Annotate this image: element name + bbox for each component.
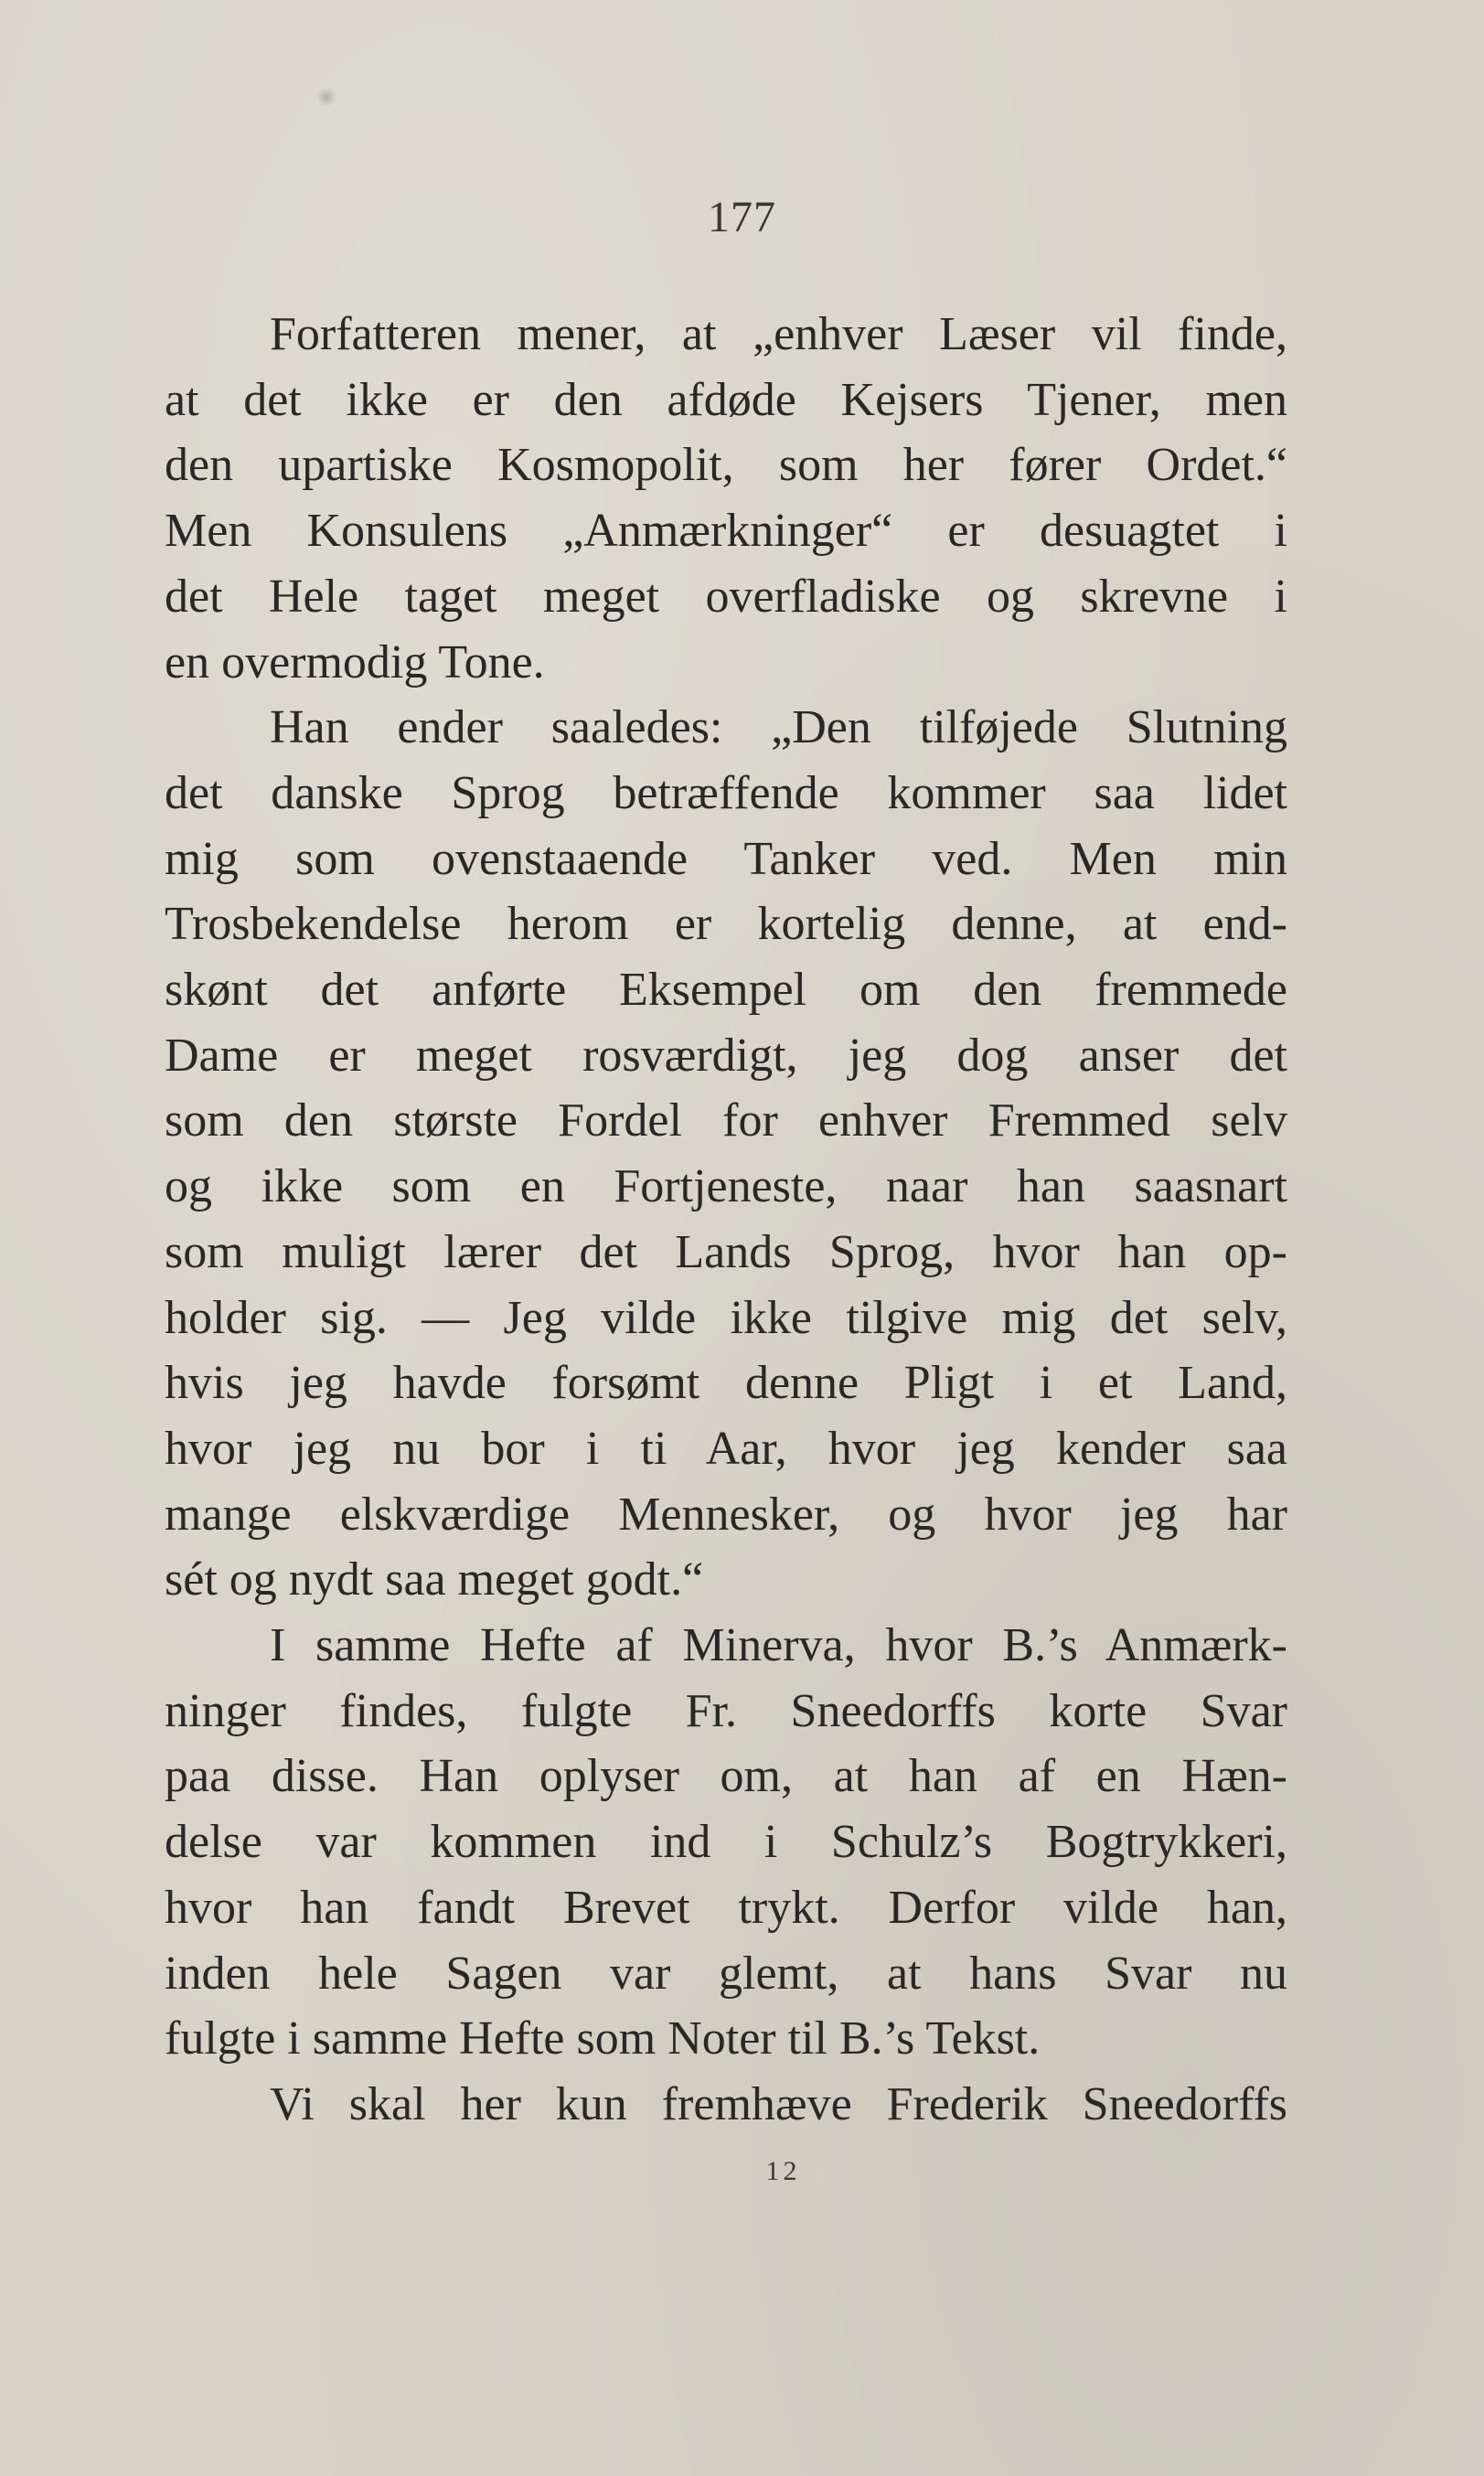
text-line: mange elskværdige Mennesker, og hvor jeg har [165,1488,1287,1541]
text-line: skønt det anførte Eksempel om den fremmede [165,964,1287,1017]
text-line: fulgte i samme Hefte som Noter til B.’s Tekst. [165,2012,1041,2065]
text-line: delse var kommen ind i Schulz’s Bogtrykkeri, [165,1816,1287,1869]
text-line: den upartiske Kosmopolit, som her fører Ordet.“ [165,439,1287,492]
text-line: ninger findes, fulgte Fr. Sneedorffs korte Svar [165,1684,1287,1737]
text-line: paa disse. Han oplyser om, at han af en Hæn- [165,1750,1287,1803]
text-line: sét og nydt saa meget godt.“ [165,1553,704,1606]
text-line: Trosbekendelse herom er kortelig denne, at end- [165,898,1287,951]
text-line: og ikke som en Fortjeneste, naar han saasnart [165,1160,1287,1213]
text-line: Vi skal her kun fremhæve Frederik Sneedorffs [270,2077,1287,2130]
text-line: mig som ovenstaaende Tanker ved. Men min [165,832,1287,885]
text-line: Dame er meget rosværdigt, jeg dog anser det [165,1029,1287,1082]
text-line: det danske Sprog betræffende kommer saa lidet [165,766,1287,819]
paragraph [165,1613,1287,2072]
text-line: hvor jeg nu bor i ti Aar, hvor jeg kender saa [165,1422,1287,1475]
paper-spot [316,89,336,105]
text-line: hvor han fandt Brevet trykt. Derfor vilde han, [165,1881,1287,1934]
text-line: Han ender saaledes: „Den tilføjede Slutning [270,701,1287,754]
text-line: Forfatteren mener, at „enhver Læser vil finde, [270,308,1287,360]
text-line: det Hele taget meget overfladiske og skrevne i [165,570,1287,623]
paragraph [165,695,1287,1613]
text-line: en overmodig Tone. [165,635,545,688]
text-line: hvis jeg havde forsømt denne Pligt i et Land, [165,1357,1287,1410]
paragraph [165,2072,1287,2138]
paragraph [165,302,1287,695]
text-line: Men Konsulens „Anmærkninger“ er desuagtet i [165,505,1287,558]
text-line: som muligt lærer det Lands Sprog, hvor han op- [165,1225,1287,1278]
body-text [165,302,1287,2138]
text-line: at det ikke er den afdøde Kejsers Tjener, men [165,373,1287,426]
text-line: inden hele Sagen var glemt, at hans Svar nu [165,1947,1287,2000]
text-line: holder sig. — Jeg vilde ikke tilgive mig det selv, [165,1291,1287,1344]
page-number: 177 [708,193,776,241]
signature-mark: 12 [765,2156,801,2186]
text-line: som den største Fordel for enhver Fremmed selv [165,1094,1287,1147]
text-line: I samme Hefte af Minerva, hvor B.’s Anmærk- [270,1619,1287,1672]
